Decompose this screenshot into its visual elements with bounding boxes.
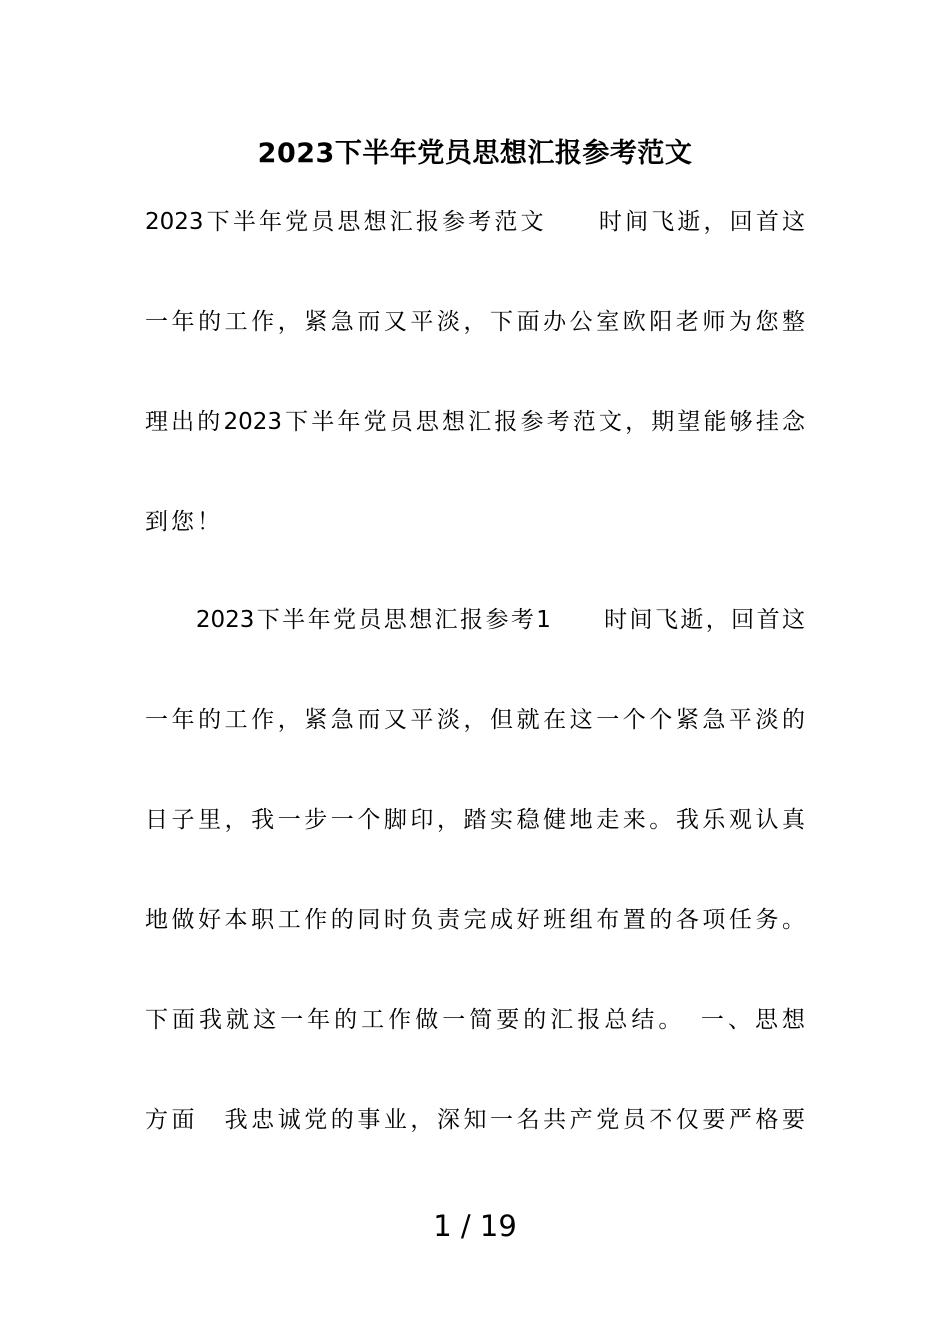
- body-text-line-10: 方面 我忠诚党的事业，深知一名共产党员不仅要严格要: [145, 1107, 805, 1133]
- body-text-line-5: 2023下半年党员思想汇报参考1 时间飞逝，回首这: [145, 607, 805, 633]
- body-text-line-7: 日子里，我一步一个脚印，踏实稳健地走来。我乐观认真: [145, 807, 805, 833]
- body-text-line-4: 到您！: [145, 509, 223, 535]
- body-text-line-9: 下面我就这一年的工作做一简要的汇报总结。 一、思想: [145, 1007, 805, 1033]
- body-text-line-8: 地做好本职工作的同时负责完成好班组布置的各项任务。: [145, 907, 805, 933]
- page-title: 2023下半年党员思想汇报参考范文: [257, 138, 693, 169]
- body-text-line-1: 2023下半年党员思想汇报参考范文 时间飞逝，回首这: [145, 209, 805, 235]
- body-text-line-2: 一年的工作，紧急而又平淡，下面办公室欧阳老师为您整: [145, 309, 805, 335]
- page-number: 1 / 19: [433, 1209, 517, 1243]
- body-text-line-6: 一年的工作，紧急而又平淡，但就在这一个个紧急平淡的: [145, 707, 805, 733]
- body-text-line-3: 理出的2023下半年党员思想汇报参考范文，期望能够挂念: [145, 409, 805, 435]
